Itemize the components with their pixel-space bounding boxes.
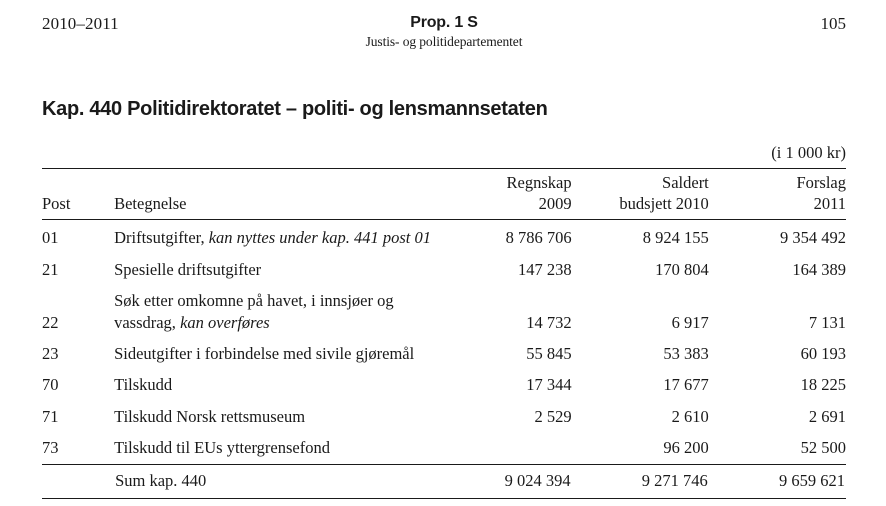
row-value-regnskap-2009: 147 238 bbox=[518, 259, 572, 279]
row-post-number: 73 bbox=[42, 438, 59, 458]
row-post-number: 71 bbox=[42, 406, 59, 426]
column-header-regnskap-label: Regnskap bbox=[506, 173, 572, 192]
table-footer bbox=[42, 464, 846, 498]
chapter-heading: Kap. 440 Politidirektoratet – politi- og lensmannsetaten bbox=[42, 98, 548, 120]
row-post-number: 22 bbox=[42, 312, 59, 332]
row-value-regnskap-2009: 17 344 bbox=[526, 375, 572, 395]
table-row bbox=[42, 285, 846, 338]
row-value-forslag-2011: 52 500 bbox=[800, 438, 846, 458]
row-value-forslag-2011: 164 389 bbox=[792, 259, 846, 279]
column-header-regnskap-year: 2009 bbox=[538, 194, 572, 214]
row-value-forslag-2011: 7 131 bbox=[808, 312, 846, 332]
document-department: Justis- og politidepartementet bbox=[365, 34, 523, 49]
row-value-saldert-2010: 2 610 bbox=[671, 406, 709, 426]
row-description bbox=[114, 338, 434, 369]
table-row bbox=[42, 369, 846, 400]
row-value-regnskap-2009: 55 845 bbox=[526, 343, 572, 363]
row-description bbox=[114, 401, 434, 432]
row-value-saldert-2010: 17 677 bbox=[663, 375, 709, 395]
column-header-regnskap-2009 bbox=[434, 169, 571, 220]
row-description-roman: Driftsutgifter, bbox=[114, 228, 205, 248]
row-value-forslag-2011: 9 354 492 bbox=[780, 228, 846, 248]
row-description bbox=[114, 220, 434, 254]
sum-row-label: Sum kap. 440 bbox=[114, 464, 434, 498]
row-description-roman: Sideutgifter i forbindelse med sivile gjøremål bbox=[114, 343, 415, 363]
row-value-saldert-2010: 170 804 bbox=[655, 259, 709, 279]
table-sum-row bbox=[42, 464, 846, 498]
running-head bbox=[42, 14, 846, 49]
currency-unit-note: (i 1 000 kr) bbox=[771, 143, 846, 162]
row-description-roman: Tilskudd Norsk rettsmuseum bbox=[114, 406, 306, 426]
running-head-center bbox=[42, 14, 846, 50]
column-header-post: Post bbox=[42, 169, 114, 220]
sum-row-regnskap-2009: 9 024 394 bbox=[434, 464, 571, 498]
row-description bbox=[114, 285, 434, 338]
document-year-range: 2010–2011 bbox=[42, 14, 119, 33]
row-value-forslag-2011: 18 225 bbox=[800, 375, 846, 395]
budget-table bbox=[42, 168, 846, 499]
row-post-number: 23 bbox=[42, 343, 59, 363]
page-number: 105 bbox=[820, 14, 846, 33]
table-row bbox=[42, 338, 846, 369]
document-title: Prop. 1 S bbox=[410, 14, 478, 31]
table-header bbox=[42, 169, 846, 220]
row-description-roman: Søk etter omkomne på havet, i innsjøer og vassdrag, bbox=[114, 291, 394, 332]
row-value-regnskap-2009: 8 786 706 bbox=[505, 228, 572, 248]
row-description bbox=[114, 254, 434, 285]
column-header-saldert-2010 bbox=[572, 169, 709, 220]
sum-row-forslag-2011: 9 659 621 bbox=[709, 464, 846, 498]
row-value-saldert-2010: 53 383 bbox=[663, 343, 709, 363]
sum-row-post bbox=[42, 464, 114, 498]
row-description-condition: kan nyttes under kap. 441 post 01 bbox=[208, 228, 431, 248]
table-row bbox=[42, 220, 846, 254]
row-value-regnskap-2009 bbox=[434, 432, 571, 464]
row-value-saldert-2010: 96 200 bbox=[663, 438, 709, 458]
column-header-forslag-year: 2011 bbox=[813, 194, 846, 214]
row-description-roman: Tilskudd bbox=[114, 375, 173, 395]
row-description-roman: Tilskudd til EUs yttergrensefond bbox=[114, 438, 330, 458]
column-header-forslag-label: Forslag bbox=[796, 173, 846, 192]
column-header-description: Betegnelse bbox=[114, 169, 434, 220]
row-value-regnskap-2009: 14 732 bbox=[526, 312, 572, 332]
table-body bbox=[42, 220, 846, 465]
row-post-number: 21 bbox=[42, 259, 59, 279]
sum-row-saldert-2010: 9 271 746 bbox=[572, 464, 709, 498]
table-row bbox=[42, 254, 846, 285]
column-header-forslag-2011 bbox=[709, 169, 846, 220]
column-header-saldert-year: budsjett 2010 bbox=[619, 194, 709, 214]
row-value-forslag-2011: 2 691 bbox=[808, 406, 846, 426]
row-description-roman: Spesielle driftsutgifter bbox=[114, 259, 262, 279]
column-header-saldert-label: Saldert bbox=[662, 173, 709, 192]
table-row bbox=[42, 432, 846, 464]
row-description-condition: kan overføres bbox=[180, 312, 270, 332]
row-value-regnskap-2009: 2 529 bbox=[534, 406, 572, 426]
row-value-forslag-2011: 60 193 bbox=[800, 343, 846, 363]
row-post-number: 70 bbox=[42, 375, 59, 395]
row-value-saldert-2010: 8 924 155 bbox=[642, 228, 709, 248]
row-description bbox=[114, 369, 434, 400]
table-row bbox=[42, 401, 846, 432]
row-post-number: 01 bbox=[42, 228, 59, 248]
table-header-row bbox=[42, 169, 846, 220]
row-value-saldert-2010: 6 917 bbox=[671, 312, 709, 332]
budget-table-section bbox=[42, 143, 846, 499]
row-description bbox=[114, 432, 434, 464]
